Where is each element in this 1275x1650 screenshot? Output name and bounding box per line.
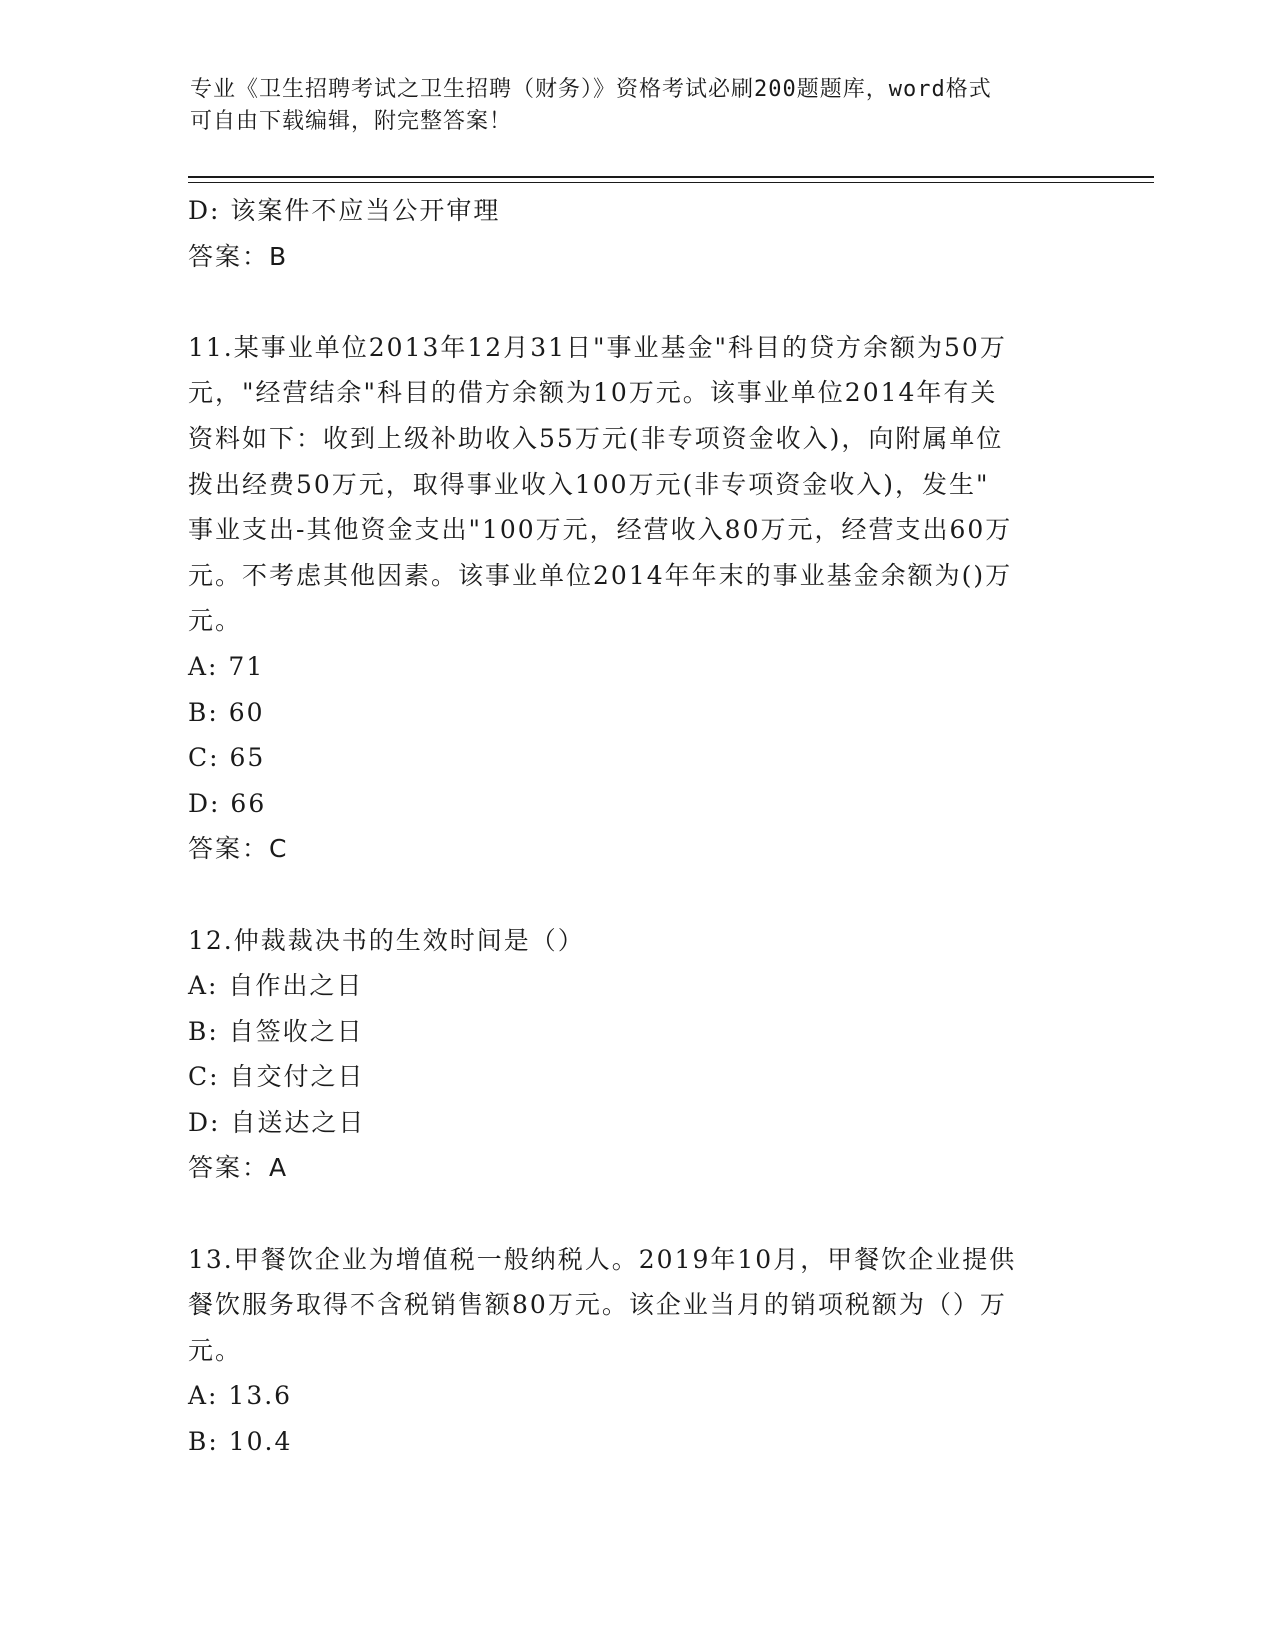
q11-text-line: 资料如下：收到上级补助收入55万元(非专项资金收入)，向附属单位 [188,423,1004,453]
q11-option-c: C: 65 [188,743,266,773]
q13-option-a: A: 13.6 [188,1381,293,1411]
document-body [188,188,1088,1465]
header-divider-thin [188,182,1154,183]
q11-answer: 答案：C [188,834,289,864]
header-line-1: 专业《卫生招聘考试之卫生招聘（财务）》资格考试必刷200题题库，word格式 [190,77,992,102]
spacer [188,872,1088,918]
question-11 [188,325,1088,872]
q12-option-d: D: 自送达之日 [188,1107,366,1137]
prev-option-d: D: 该案件不应当公开审理 [188,196,501,225]
q11-text-line: 事业支出-其他资金支出"100万元，经营收入80万元，经营支出60万 [188,515,1013,545]
q11-text-line: 元。 [188,606,243,636]
q12-option-c: C: 自交付之日 [188,1062,365,1092]
q12-text-line: 12.仲裁裁决书的生效时间是（） [188,925,585,955]
header-divider-thick [188,176,1154,178]
q13-text-line: 13.甲餐饮企业为增值税一般纳税人。2019年10月，甲餐饮企业提供 [188,1244,1017,1274]
q13-text-line: 餐饮服务取得不含税销售额80万元。该企业当月的销项税额为（）万 [188,1290,1007,1320]
q11-option-b: B: 60 [188,697,265,727]
q13-text-line: 元。 [188,1335,243,1365]
document-header [190,74,1070,138]
spacer [188,1191,1088,1237]
header-line-2: 可自由下载编辑，附完整答案！ [190,109,513,134]
q11-text-line: 元。不考虑其他因素。该事业单位2014年年末的事业基金余额为()万 [188,560,1013,590]
q11-option-d: D: 66 [188,788,267,818]
question-12 [188,918,1088,1192]
q11-option-a: A: 71 [188,651,265,681]
q12-option-b: B: 自签收之日 [188,1016,364,1046]
q11-text-line: 11.某事业单位2013年12月31日"事业基金"科目的贷方余额为50万 [188,332,1007,362]
prev-answer: 答案：B [188,241,289,271]
q12-option-a: A: 自作出之日 [188,971,364,1001]
q11-text-line: 元，"经营结余"科目的借方余额为10万元。该事业单位2014年有关 [188,378,998,408]
question-13 [188,1237,1088,1465]
spacer [188,279,1088,325]
q13-option-b: B: 10.4 [188,1427,293,1457]
q12-answer: 答案：A [188,1153,289,1183]
q11-text-line: 拨出经费50万元，取得事业收入100万元(非专项资金收入)，发生" [188,469,990,499]
